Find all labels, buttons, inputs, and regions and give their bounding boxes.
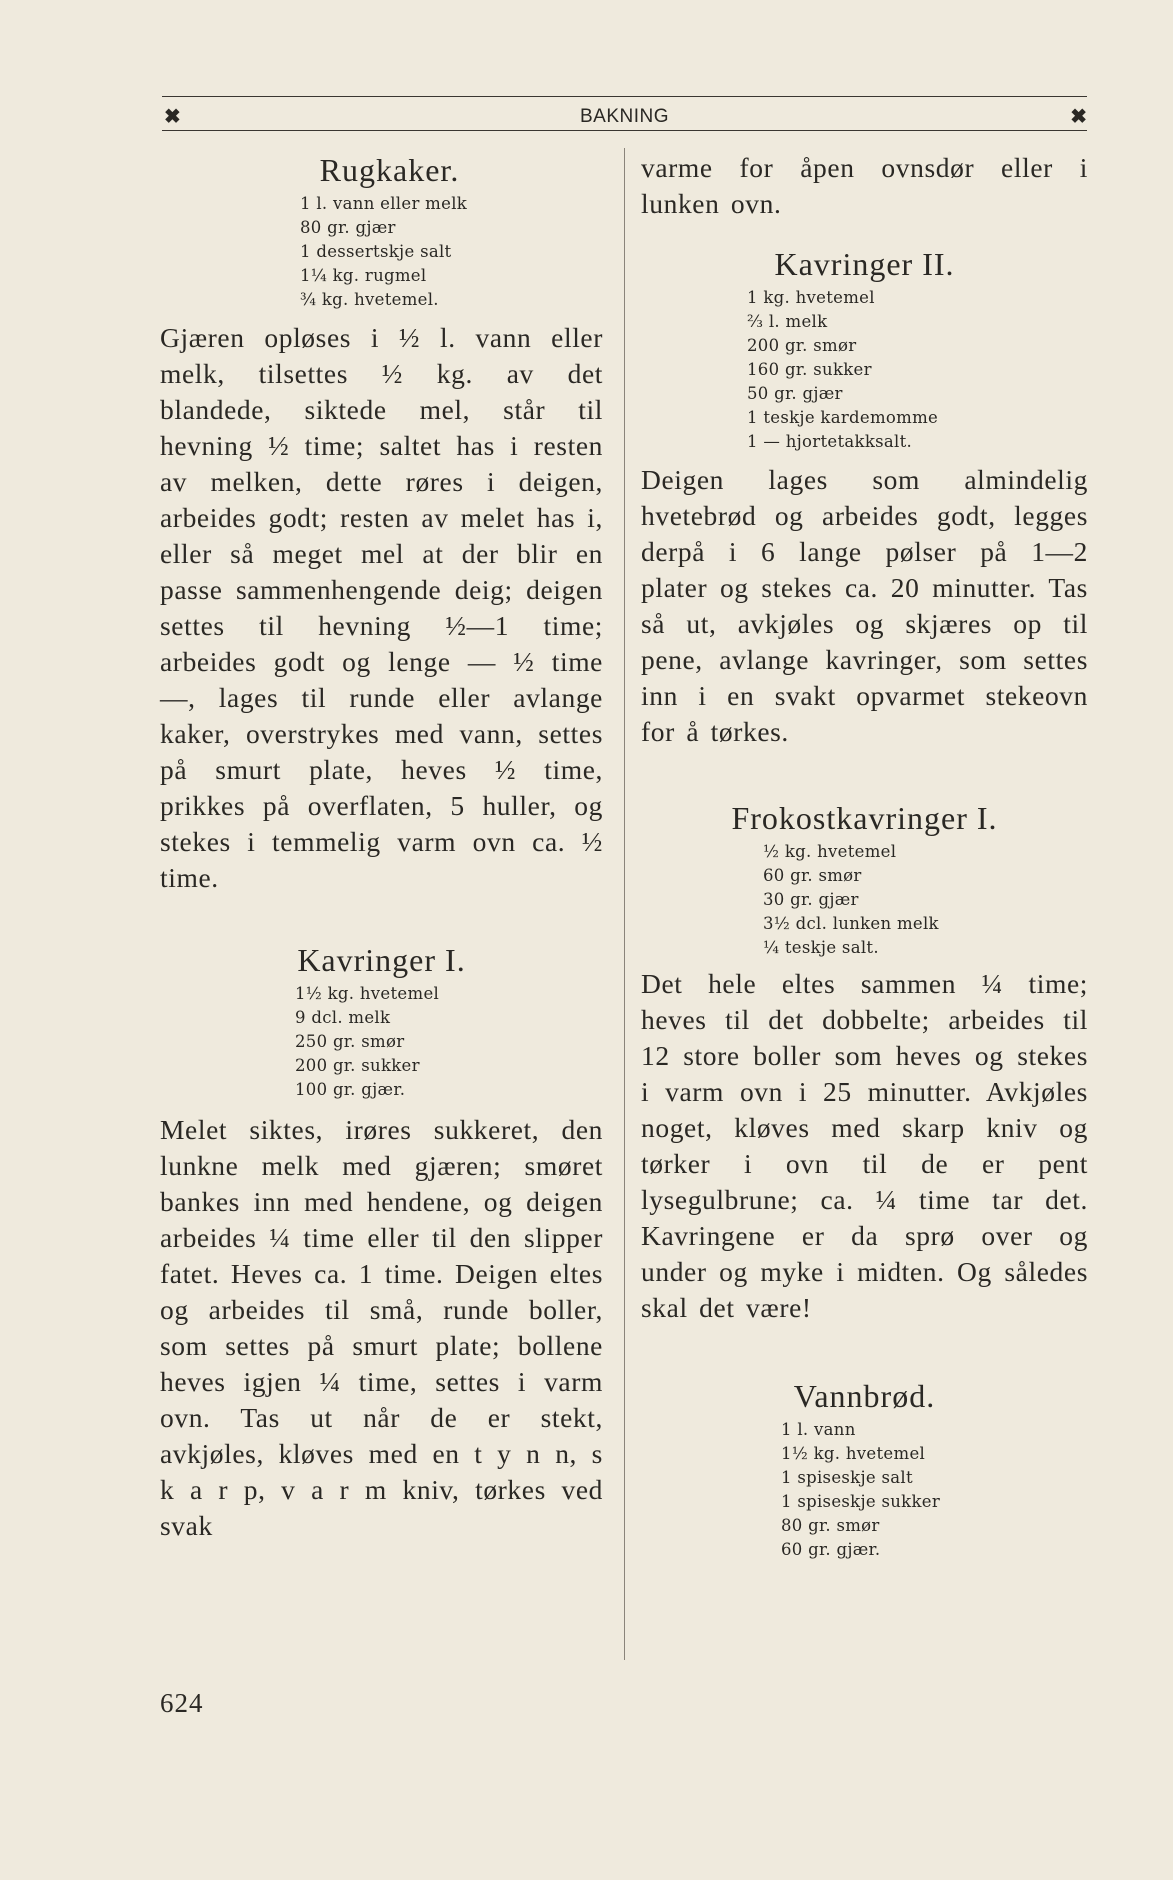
ingredient: 1½ kg. hvetemel bbox=[295, 984, 440, 1003]
ingredient: 9 dcl. melk bbox=[295, 1008, 391, 1027]
ingredient: 160 gr. sukker bbox=[747, 360, 872, 379]
continued-text: varme for åpen ovnsdør eller i lunken ovn. bbox=[641, 152, 1088, 219]
ingredient: 80 gr. gjær bbox=[300, 218, 396, 237]
recipe-instructions: Melet siktes, irøres sukkeret, den lunkne melk med gjæren; smøret bankes inn med hendene, og deigen arbeides ¼ time eller til den slipper fatet. Heves ca. 1 time. Deigen eltes og arbeides til små, runde boller, som settes på smurt plate; bollene heves igjen ¼ time, settes i varm ovn. Tas ut når de er stekt, avkjøles, kløves med en t y n n, s k a r p, v a r m kniv, tørkes ved svak bbox=[160, 1114, 603, 1541]
header-bottom-rule bbox=[162, 130, 1087, 131]
ingredient-list bbox=[747, 286, 1088, 454]
ingredient: 200 gr. smør bbox=[747, 336, 857, 355]
ingredient: ½ kg. hvetemel bbox=[763, 842, 897, 861]
header-top-rule bbox=[162, 96, 1087, 97]
header-ornament-right: ✖ bbox=[1070, 104, 1087, 128]
recipe-instructions: Gjæren opløses i ½ l. vann eller melk, tilsettes ½ kg. av det blandede, siktede mel, står til hevning ½ time; saltet has i resten av melken, dette røres i deigen, arbeides godt; resten av melet has i, eller så meget mel at der blir en passe sammenhengende deig; deigen settes til hevning ½—1 time; arbeides godt og lenge — ½ time —, lages til runde eller avlange kaker, overstrykes med vann, settes på smurt plate, heves ½ time, prikkes på overflaten, 5 huller, og stekes i temmelig varm ovn ca. ½ time. bbox=[160, 322, 603, 893]
page-number: 624 bbox=[160, 1688, 204, 1718]
ingredient: 1 spiseskje salt bbox=[781, 1468, 913, 1487]
recipe-vannbrod bbox=[641, 1376, 1088, 1562]
ingredient-list bbox=[781, 1418, 1088, 1562]
ingredient: 60 gr. smør bbox=[763, 866, 862, 885]
recipe-instructions: Det hele eltes sammen ¼ time; heves til det dobbelte; arbeides til 12 store boller som heves og stekes i varm ovn i 25 minutter. Avkjøles noget, kløves med skarp kniv og tørker i ovn til de er pent lysegulbrune; ca. ¼ time tar det. Kavringene er da sprø over og under og myke i midten. Og således skal det være! bbox=[641, 968, 1088, 1323]
recipe-kavringer-2 bbox=[641, 244, 1088, 750]
ingredient: ¾ kg. hvetemel. bbox=[300, 290, 439, 309]
left-column bbox=[160, 150, 603, 1544]
recipe-title: Frokostkavringer I. bbox=[731, 800, 998, 836]
ingredient: 1 spiseskje sukker bbox=[781, 1492, 941, 1511]
right-column bbox=[641, 150, 1088, 1562]
ingredient: 1 l. vann bbox=[781, 1420, 856, 1439]
ingredient: 80 gr. smør bbox=[781, 1516, 880, 1535]
ingredient-list bbox=[300, 192, 603, 312]
ingredient: 30 gr. gjær bbox=[763, 890, 859, 909]
ingredient: 3½ dcl. lunken melk bbox=[763, 914, 939, 933]
header-ornament-left: ✖ bbox=[164, 104, 181, 128]
ingredient: 1 — hjortetakksalt. bbox=[747, 432, 913, 451]
ingredient: 200 gr. sukker bbox=[295, 1056, 420, 1075]
ingredient: 1 l. vann eller melk bbox=[300, 194, 468, 213]
ingredient: 60 gr. gjær. bbox=[781, 1540, 881, 1559]
ingredient: 1 dessertskje salt bbox=[300, 242, 452, 261]
ingredient-list bbox=[295, 982, 603, 1102]
column-divider bbox=[624, 148, 625, 1660]
ingredient: ⅔ l. melk bbox=[747, 312, 828, 331]
ingredient: 50 gr. gjær bbox=[747, 384, 843, 403]
ingredient: 1 teskje kardemomme bbox=[747, 408, 939, 427]
ingredient: 100 gr. gjær. bbox=[295, 1080, 406, 1099]
recipe-title: Kavringer I. bbox=[297, 942, 466, 978]
recipe-title: Kavringer II. bbox=[774, 246, 955, 282]
ingredient: 1½ kg. hvetemel bbox=[781, 1444, 926, 1463]
recipe-title: Vannbrød. bbox=[793, 1378, 936, 1414]
recipe-title: Rugkaker. bbox=[319, 152, 460, 188]
recipe-frokostkavringer bbox=[641, 798, 1088, 1326]
recipe-rugkaker bbox=[160, 150, 603, 896]
ingredient-list bbox=[763, 840, 1088, 960]
running-header: BAKNING bbox=[579, 106, 670, 127]
recipe-kavringer-1 bbox=[160, 940, 603, 1544]
ingredient: 1 kg. hvetemel bbox=[747, 288, 875, 307]
recipe-instructions: Deigen lages som almindelig hvetebrød og arbeides godt, legges derpå i 6 lange pølser på 1—2 plater og stekes ca. 20 minutter. Tas så ut, avkjøles og skjæres op til pene, avlange kavringer, som settes inn i en svakt opvarmet stekeovn for å tørkes. bbox=[641, 464, 1088, 747]
ingredient: ¼ teskje salt. bbox=[763, 938, 879, 957]
ingredient: 250 gr. smør bbox=[295, 1032, 405, 1051]
ingredient: 1¼ kg. rugmel bbox=[300, 266, 427, 285]
